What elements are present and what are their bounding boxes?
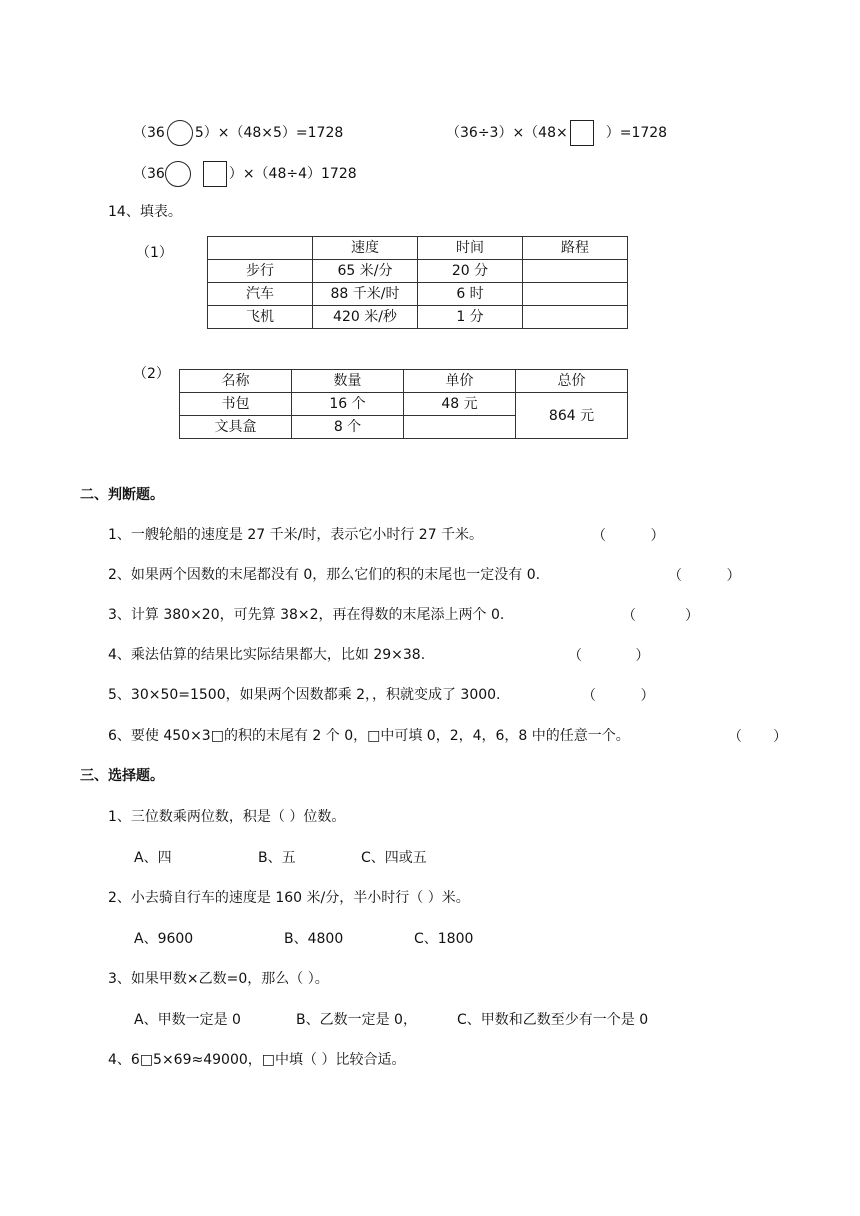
table-cell: 书包 — [180, 393, 292, 416]
table-2-label: （2） — [133, 366, 170, 382]
total-price-cell: 864 元 — [516, 393, 628, 439]
table-row — [180, 393, 628, 416]
answer-parentheses[interactable]: （ ） — [582, 688, 655, 704]
judgement-item-4: 4、乘法估算的结果比实际结果都大，比如 29×38. — [108, 647, 426, 663]
square-blank[interactable] — [570, 120, 594, 146]
equation-3-right: ）×（48÷4）1728 — [228, 166, 357, 182]
table-header: 总价 — [516, 370, 628, 393]
judgement-item-6: 6、要使 450×3□的积的末尾有 2 个 0，□中可填 0，2，4，6，8 中的任意一个。 — [108, 728, 630, 744]
answer-parentheses[interactable]: （ ） — [568, 648, 650, 664]
choice-option[interactable]: C、甲数和乙数至少有一个是 0 — [457, 1012, 649, 1028]
speed-table — [207, 236, 628, 329]
choice-option[interactable]: C、1800 — [414, 931, 474, 947]
table-cell: 飞机 — [208, 306, 313, 329]
answer-cell[interactable] — [523, 306, 628, 329]
judgement-item-5: 5、30×50=1500，如果两个因数都乘 2，，积就变成了 3000. — [108, 687, 501, 703]
equation-3-left: （36 — [133, 166, 165, 182]
table-cell: 65 米/分 — [313, 260, 418, 283]
answer-cell[interactable] — [404, 416, 516, 439]
choice-option[interactable]: A、甲数一定是 0 — [134, 1012, 241, 1028]
table-1-label: （1） — [136, 245, 173, 261]
choice-question-3: 3、如果甲数×乙数=0，那么（ ）。 — [108, 971, 329, 987]
choice-option[interactable]: C、四或五 — [361, 850, 427, 866]
choice-option[interactable]: B、4800 — [284, 931, 344, 947]
table-cell: 1 分 — [418, 306, 523, 329]
equation-3 — [133, 161, 357, 187]
equation-2 — [446, 120, 667, 146]
section-choice-title: 三、选择题。 — [80, 768, 164, 784]
table-header: 单价 — [404, 370, 516, 393]
table-header — [208, 237, 313, 260]
equation-2-right: ）=1728 — [605, 125, 668, 141]
equation-2-left: （36÷3）×（48× — [446, 125, 568, 141]
table-header: 路程 — [523, 237, 628, 260]
judgement-item-2: 2、如果两个因数的末尾都没有 0，那么它们的积的末尾也一定没有 0. — [108, 567, 541, 583]
answer-parentheses[interactable]: （ ） — [592, 528, 665, 544]
table-cell: 20 分 — [418, 260, 523, 283]
table-cell: 步行 — [208, 260, 313, 283]
table-cell: 48 元 — [404, 393, 516, 416]
table-header: 名称 — [180, 370, 292, 393]
circle-blank[interactable] — [167, 120, 193, 146]
table-header: 数量 — [292, 370, 404, 393]
choice-question-1: 1、三位数乘两位数，积是（ ）位数。 — [108, 809, 346, 825]
equation-1-right: 5）×（48×5）=1728 — [194, 125, 344, 141]
choice-option[interactable]: B、五 — [258, 850, 296, 866]
choice-question-4: 4、6□5×69≈49000，□中填（ ）比较合适。 — [108, 1052, 406, 1068]
equation-1-left: （36 — [133, 125, 165, 141]
table-cell: 6 时 — [418, 283, 523, 306]
choice-option[interactable]: A、9600 — [134, 931, 194, 947]
answer-parentheses[interactable]: （ ） — [728, 729, 788, 745]
choice-question-2: 2、小去骑自行车的速度是 160 米/分，半小时行（ ）米。 — [108, 890, 470, 906]
table-cell: 88 千米/时 — [313, 283, 418, 306]
table-row — [208, 306, 628, 329]
question-14-title: 14、填表。 — [108, 204, 182, 220]
choice-option[interactable]: A、四 — [134, 850, 172, 866]
judgement-item-1: 1、一艘轮船的速度是 27 千米/时，表示它小时行 27 千米。 — [108, 527, 484, 543]
section-judgement-title: 二、判断题。 — [80, 487, 164, 503]
table-cell: 8 个 — [292, 416, 404, 439]
price-table — [179, 369, 628, 439]
answer-cell[interactable] — [523, 260, 628, 283]
judgement-item-3: 3、计算 380×20，可先算 38×2，再在得数的末尾添上两个 0. — [108, 607, 505, 623]
table-cell: 汽车 — [208, 283, 313, 306]
table-row — [208, 260, 628, 283]
choice-option[interactable]: B、乙数一定是 0， — [296, 1012, 417, 1028]
square-blank[interactable] — [203, 161, 227, 187]
answer-parentheses[interactable]: （ ） — [668, 568, 741, 584]
circle-blank[interactable] — [165, 161, 191, 187]
table-header: 速度 — [313, 237, 418, 260]
table-cell: 文具盒 — [180, 416, 292, 439]
table-row — [208, 283, 628, 306]
table-cell: 420 米/秒 — [313, 306, 418, 329]
answer-cell[interactable] — [523, 283, 628, 306]
table-header: 时间 — [418, 237, 523, 260]
table-cell: 16 个 — [292, 393, 404, 416]
equation-1 — [133, 120, 343, 146]
answer-parentheses[interactable]: （ ） — [622, 608, 699, 624]
